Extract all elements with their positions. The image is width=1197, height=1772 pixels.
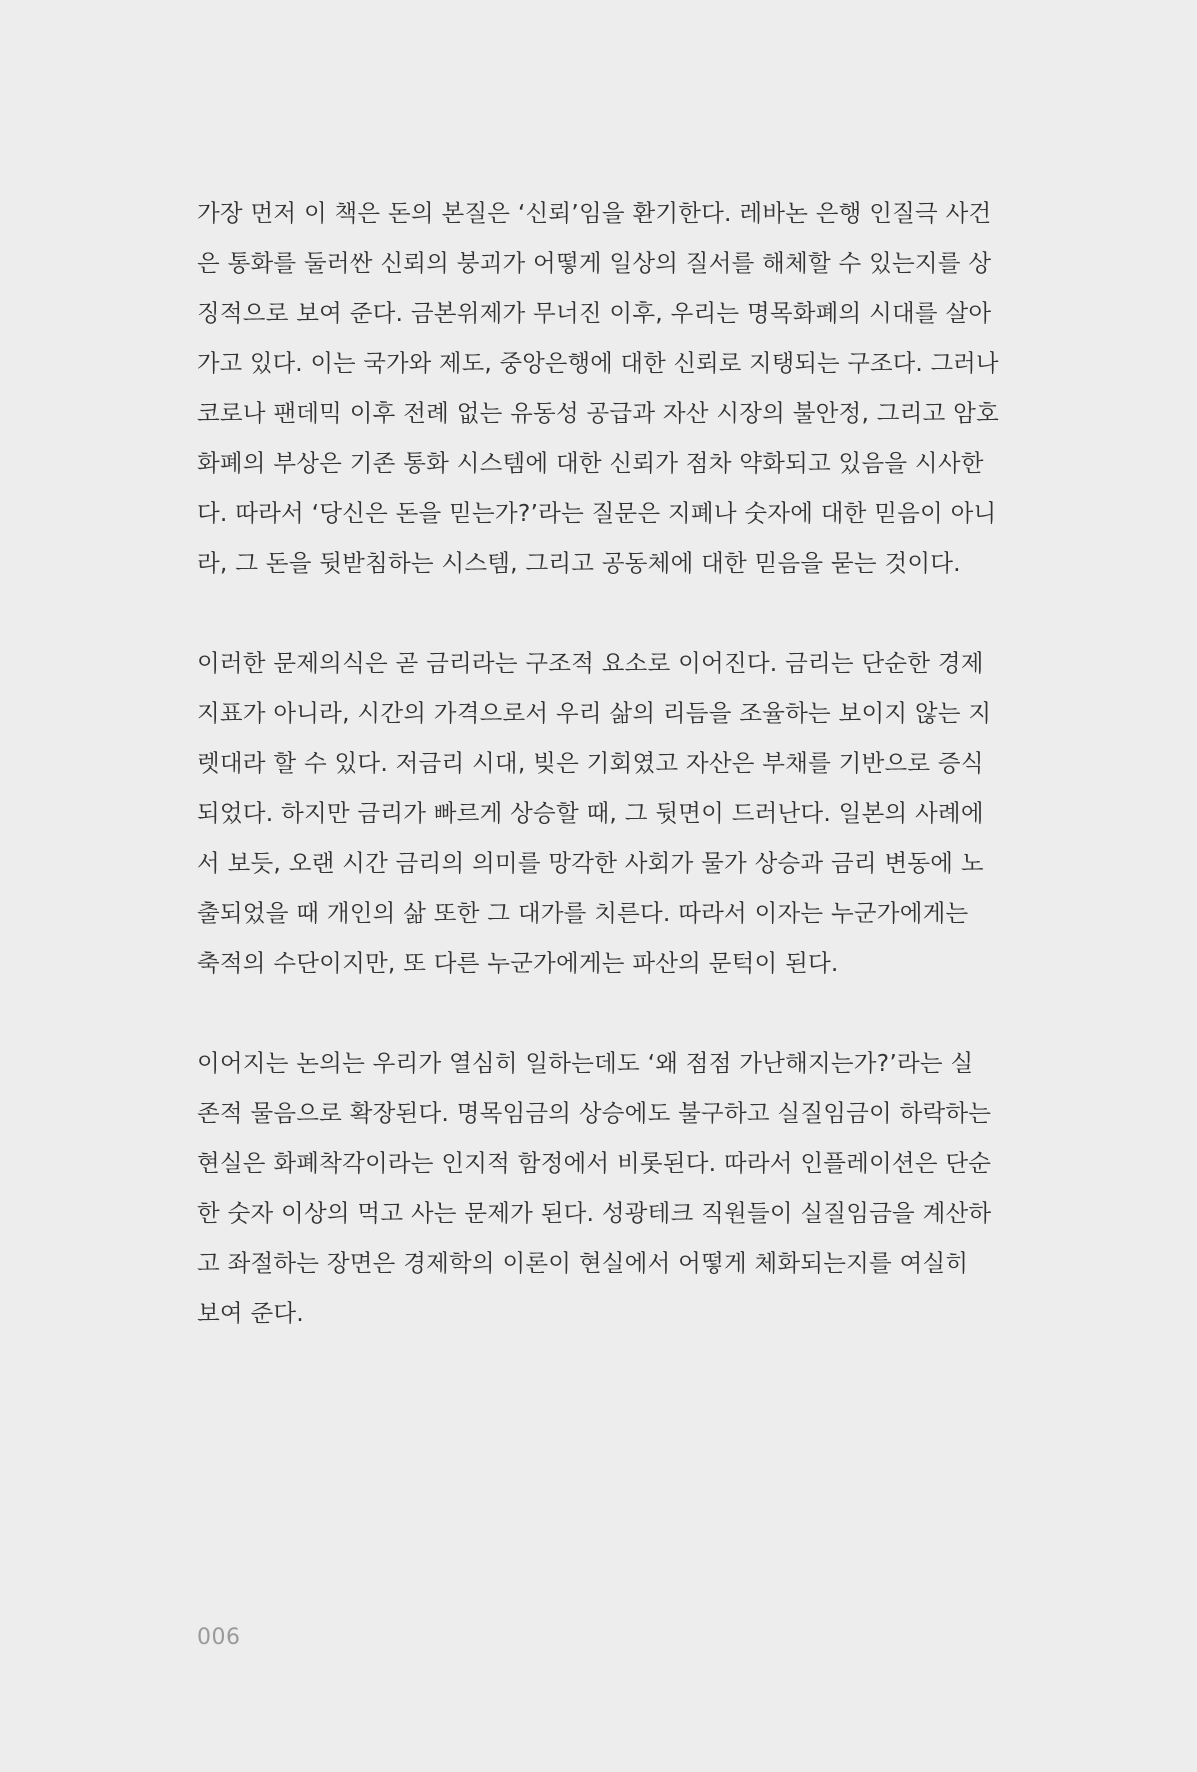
page-body	[197, 188, 999, 1338]
text-line: 축적의 수단이지만, 또 다른 누군가에게는 파산의 문턱이 된다.	[197, 949, 839, 977]
text-line: 출되었을 때 개인의 삶 또한 그 대가를 치른다. 따라서 이자는 누군가에게는	[197, 899, 969, 927]
text-line: 가고 있다. 이는 국가와 제도, 중앙은행에 대한 신뢰로 지탱되는 구조다. 그러나	[197, 349, 999, 377]
text-line: 은 통화를 둘러싼 신뢰의 붕괴가 어떻게 일상의 질서를 해체할 수 있는지를 상	[197, 249, 992, 277]
text-line: 서 보듯, 오랜 시간 금리의 의미를 망각한 사회가 물가 상승과 금리 변동에 노	[197, 849, 984, 877]
text-line: 보여 준다.	[197, 1299, 304, 1327]
paragraph-1	[197, 188, 999, 588]
text-line: 라, 그 돈을 뒷받침하는 시스템, 그리고 공동체에 대한 믿음을 묻는 것이다.	[197, 549, 961, 577]
text-line: 코로나 팬데믹 이후 전례 없는 유동성 공급과 자산 시장의 불안정, 그리고 암호	[197, 399, 999, 427]
text-line: 렛대라 할 수 있다. 저금리 시대, 빚은 기회였고 자산은 부채를 기반으로 증식	[197, 749, 984, 777]
paragraph-3	[197, 1038, 999, 1338]
text-line: 다. 따라서 ‘당신은 돈을 믿는가?’라는 질문은 지폐나 숫자에 대한 믿음이 아니	[197, 499, 997, 527]
text-line: 현실은 화폐착각이라는 인지적 함정에서 비롯된다. 따라서 인플레이션은 단순	[197, 1149, 992, 1177]
text-line: 고 좌절하는 장면은 경제학의 이론이 현실에서 어떻게 체화되는지를 여실히	[197, 1249, 969, 1277]
text-line: 한 숫자 이상의 먹고 사는 문제가 된다. 성광테크 직원들이 실질임금을 계산하	[197, 1199, 992, 1227]
text-line: 가장 먼저 이 책은 돈의 본질은 ‘신뢰’임을 환기한다. 레바논 은행 인질극 사건	[197, 199, 992, 227]
paragraph-2	[197, 638, 999, 988]
text-line: 이러한 문제의식은 곧 금리라는 구조적 요소로 이어진다. 금리는 단순한 경제	[197, 649, 984, 677]
text-line: 이어지는 논의는 우리가 열심히 일하는데도 ‘왜 점점 가난해지는가?’라는 실	[197, 1049, 974, 1077]
text-line: 지표가 아니라, 시간의 가격으로서 우리 삶의 리듬을 조율하는 보이지 않는 지	[197, 699, 992, 727]
text-line: 존적 물음으로 확장된다. 명목임금의 상승에도 불구하고 실질임금이 하락하는	[197, 1099, 992, 1127]
page-number: 006	[197, 1625, 241, 1650]
text-line: 징적으로 보여 준다. 금본위제가 무너진 이후, 우리는 명목화폐의 시대를 살아	[197, 299, 992, 327]
text-line: 화폐의 부상은 기존 통화 시스템에 대한 신뢰가 점차 약화되고 있음을 시사한	[197, 449, 984, 477]
text-line: 되었다. 하지만 금리가 빠르게 상승할 때, 그 뒷면이 드러난다. 일본의 사례에	[197, 799, 984, 827]
